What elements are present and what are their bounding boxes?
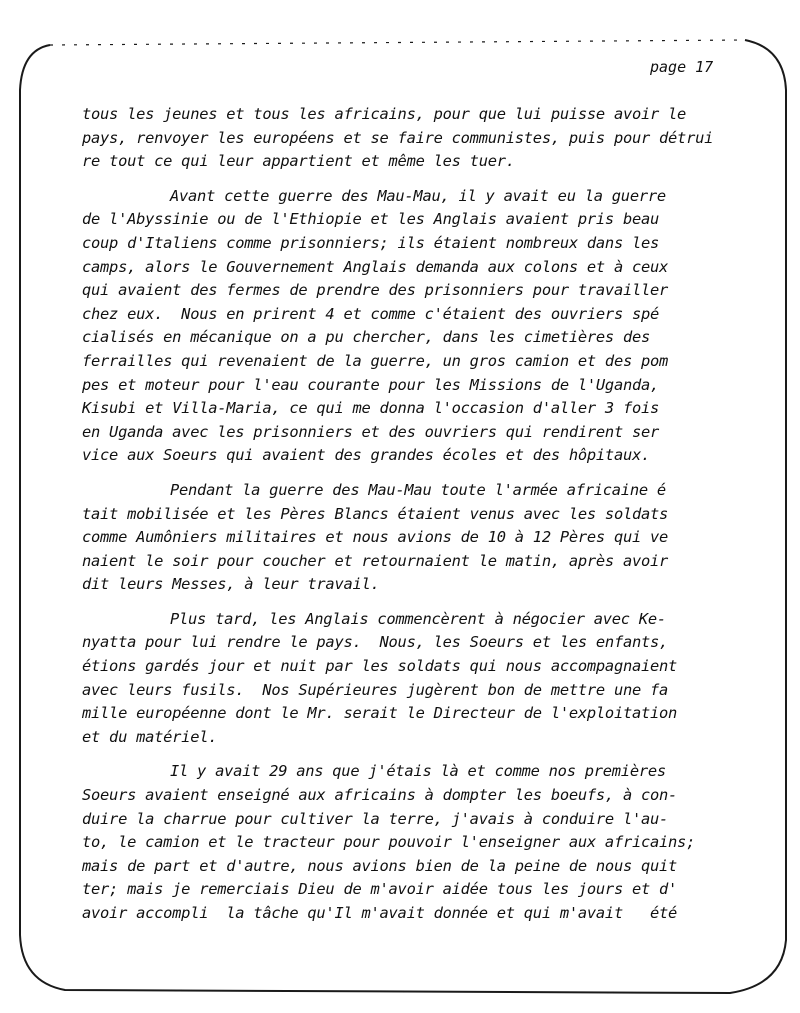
text-line: coup d'Italiens comme prisonniers; ils étaient nombreux dans les xyxy=(82,233,660,252)
text-line: Plus tard, les Anglais commencèrent à négocier avec Ke- xyxy=(170,609,666,628)
paragraph-5 xyxy=(82,760,762,925)
text-line: Il y avait 29 ans que j'étais là et comme nos premières xyxy=(170,762,666,781)
text-line: dit leurs Messes, à leur travail. xyxy=(82,575,380,594)
text-line: et du matériel. xyxy=(82,727,218,746)
text-line: camps, alors le Gouvernement Anglais demanda aux colons et à ceux xyxy=(82,257,669,276)
text-line: avoir accompli la tâche qu'Il m'avait donnée et qui m'avait été xyxy=(82,904,678,922)
text-line: vice aux Soeurs qui avaient des grandes écoles et des hôpitaux. xyxy=(82,446,651,465)
text-line: Kisubi et Villa-Maria, ce qui me donna l'occasion d'aller 3 fois xyxy=(82,399,660,418)
text-line: mille européenne dont le Mr. serait le Directeur de l'exploitation xyxy=(82,704,678,723)
text-line: comme Aumôniers militaires et nous avions de 10 à 12 Pères qui ve xyxy=(82,528,669,547)
paragraph-3 xyxy=(82,479,762,597)
text-line: Avant cette guerre des Mau-Mau, il y avait eu la guerre xyxy=(170,186,666,205)
text-line: chez eux. Nous en prirent 4 et comme c'étaient des ouvriers spé xyxy=(82,304,660,323)
paragraph-4 xyxy=(82,608,762,750)
text-line: ferrailles qui revenaient de la guerre, un gros camion et des pom xyxy=(82,351,669,370)
page-number: page 17 xyxy=(650,58,714,76)
body-text xyxy=(82,103,762,937)
text-line: nyatta pour lui rendre le pays. Nous, les Soeurs et les enfants, xyxy=(82,633,669,652)
text-line: étions gardés jour et nuit par les soldats qui nous accompagnaient xyxy=(82,657,678,676)
text-line: de l'Abyssinie ou de l'Ethiopie et les Anglais avaient pris beau xyxy=(82,210,660,229)
text-line: avec leurs fusils. Nos Supérieures jugèrent bon de mettre une fa xyxy=(82,680,669,699)
text-line: pes et moteur pour l'eau courante pour les Missions de l'Uganda, xyxy=(82,375,660,394)
text-line: cialisés en mécanique on a pu chercher, dans les cimetières des xyxy=(82,328,651,347)
text-line: tous les jeunes et tous les africains, pour que lui puisse avoir le xyxy=(82,105,687,123)
text-line: mais de part et d'autre, nous avions bien de la peine de nous quit xyxy=(82,856,678,875)
text-line: Soeurs avaient enseigné aux africains à dompter les boeufs, à con- xyxy=(82,786,678,805)
text-line: ter; mais je remerciais Dieu de m'avoir aidée tous les jours et d' xyxy=(82,880,678,899)
text-line: to, le camion et le tracteur pour pouvoir l'enseigner aux africains; xyxy=(82,833,696,852)
paragraph-1 xyxy=(82,103,762,174)
text-line: en Uganda avec les prisonniers et des ouvriers qui rendirent ser xyxy=(82,422,660,441)
text-line: Pendant la guerre des Mau-Mau toute l'armée africaine é xyxy=(170,480,666,499)
text-line: duire la charrue pour cultiver la terre, j'avais à conduire l'au- xyxy=(82,809,669,828)
text-line: qui avaient des fermes de prendre des prisonniers pour travailler xyxy=(82,281,669,300)
text-line: pays, renvoyer les européens et se faire communistes, puis pour détrui xyxy=(82,128,714,147)
text-line: naient le soir pour coucher et retournaient le matin, après avoir xyxy=(82,551,669,570)
text-line: re tout ce qui leur appartient et même les tuer. xyxy=(82,152,515,171)
paragraph-2 xyxy=(82,185,762,468)
text-line: tait mobilisée et les Pères Blancs étaient venus avec les soldats xyxy=(82,504,669,523)
